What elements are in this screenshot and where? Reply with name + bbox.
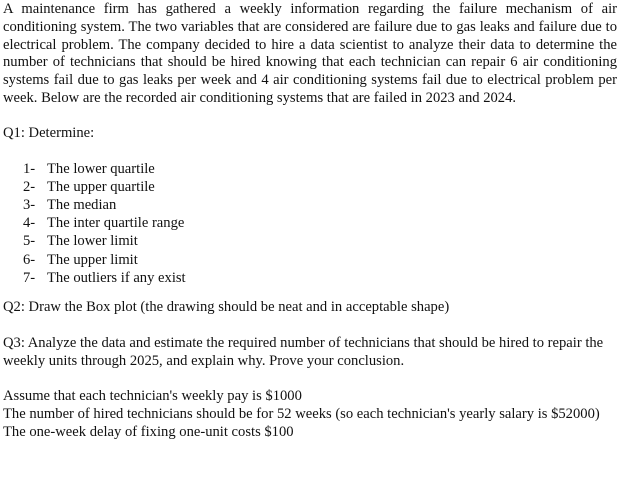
list-text: The outliers if any exist: [47, 269, 186, 286]
list-number: 5-: [23, 233, 36, 250]
intro-paragraph: A maintenance firm has gathered a weekly information regarding the failure mechanism of air conditioning system. The two variables that are considered are failure due to gas leaks and failure due to electrical problem. The company decided to hire a data scientist to analyze their data to determine the number of technicians that should be hired knowing that each technician can repair 6 air conditioning systems fail due to gas leaks per week and 4 air conditioning systems fail due to electrical problem per week. Below are the recorded air conditioning systems that are failed in 2023 and 2024.: [3, 1, 617, 106]
list-number: 6-: [23, 251, 36, 268]
list-text: The lower limit: [47, 233, 138, 250]
list-text: The upper quartile: [47, 178, 155, 195]
list-number: 2-: [23, 178, 36, 195]
list-number: 3-: [23, 196, 36, 213]
assumption-line: The one-week delay of fixing one-unit costs $100: [3, 423, 294, 440]
list-text: The lower quartile: [47, 160, 155, 177]
assumption-line: Assume that each technician's weekly pay is $1000: [3, 388, 302, 405]
list-number: 1-: [23, 160, 36, 177]
q2-paragraph: Q2: Draw the Box plot (the drawing should be neat and in acceptable shape): [3, 299, 450, 315]
assumption-line: The number of hired technicians should be for 52 weeks (so each technician's yearly salary is $52000): [3, 406, 600, 423]
document: [3, 1, 617, 442]
list-number: 4-: [23, 215, 36, 232]
list-item: [23, 160, 617, 178]
list-item: [23, 269, 617, 287]
list-text: The inter quartile range: [47, 215, 185, 232]
q1-list: [3, 160, 617, 287]
list-text: The median: [47, 196, 117, 213]
list-number: 7-: [23, 269, 36, 286]
list-item: [23, 232, 617, 250]
list-item: [23, 251, 617, 269]
q1-heading: Q1: Determine:: [3, 124, 95, 141]
q3-paragraph: Q3: Analyze the data and estimate the required number of technicians that should be hired to repair the weekly units through 2025, and explain why. Prove your conclusion.: [3, 334, 604, 369]
list-item: [23, 214, 617, 232]
list-text: The upper limit: [47, 251, 138, 268]
list-item: [23, 178, 617, 196]
list-item: [23, 196, 617, 214]
assumptions: [3, 388, 617, 441]
